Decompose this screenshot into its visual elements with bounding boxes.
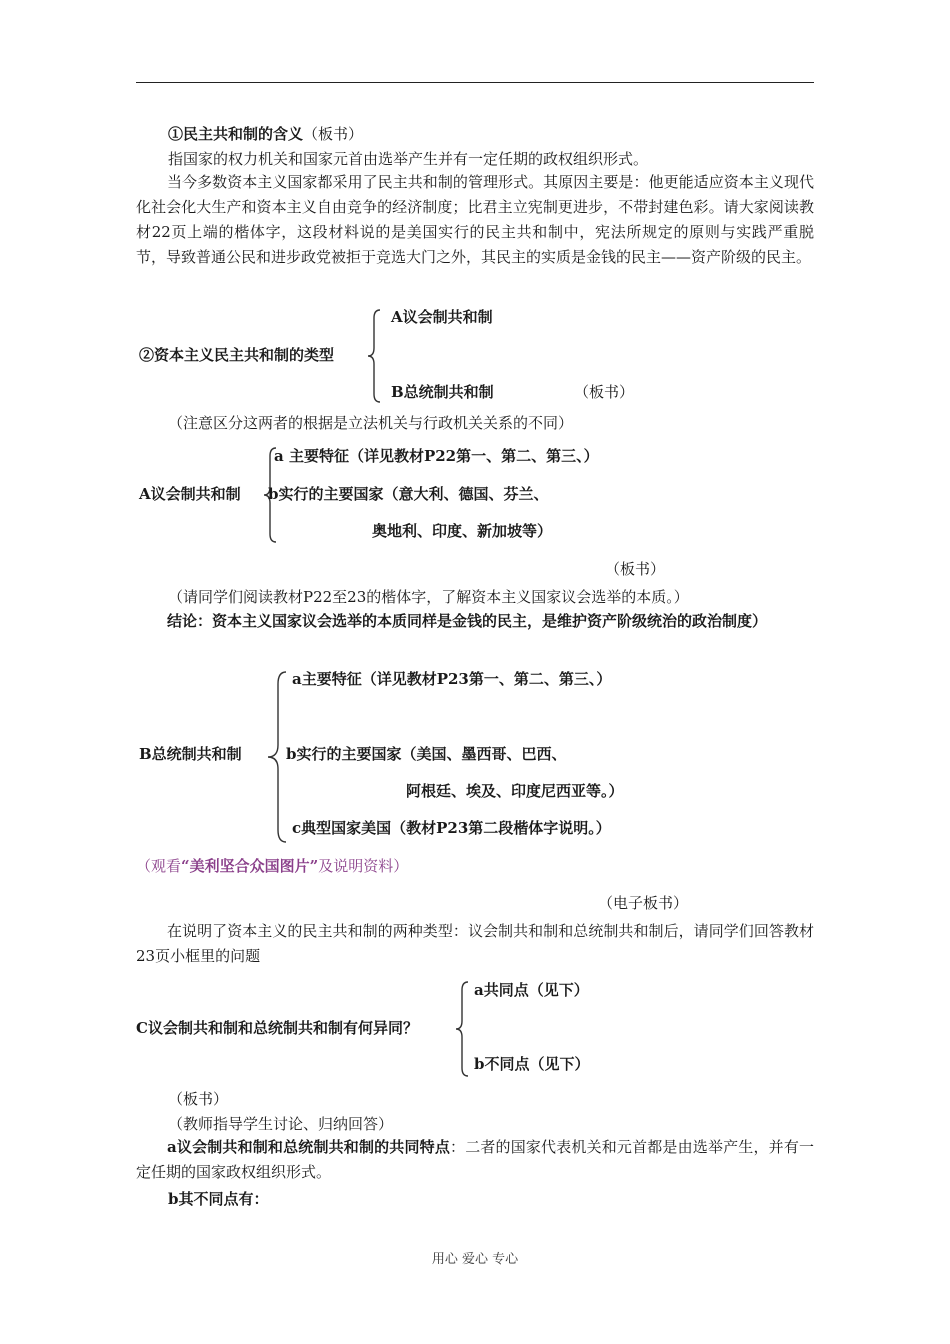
- s3-reading: （请同学们阅读教材P22至23的楷体字，了解资本主义国家议会选举的本质。）: [168, 588, 689, 606]
- s1-heading-line: [168, 124, 363, 144]
- s5-common: [136, 1135, 814, 1185]
- s3-root: A议会制共和制: [139, 485, 241, 503]
- s1-paragraph: 当今多数资本主义国家都采用了民主共和制的管理形式。其原因主要是：他更能适应资本主义现代化社会化大生产和资本主义自由竞争的经济制度；比君主立宪制更进步，不带封建色彩。请大家阅读教材22页上端的楷体字，这段材料说的是美国实行的民主共和制中，宪法所规定的原则与实践严重脱 节，导致普通公民和进步政党被拒于竞选大门之外，其民主的实质是金钱的民主——资产阶级的民主。: [136, 173, 814, 266]
- s1-heading-note: （板书）: [303, 125, 364, 143]
- s4-paragraph: 在说明了资本主义的民主共和制的两种类型：议会制共和制和总统制共和制后，请同学们回答教材23页小框里的问题: [136, 922, 814, 965]
- s3-conclusion: 结论：资本主义国家议会选举的本质同样是金钱的民主，是维护资产阶级统治的政治制度）: [167, 612, 768, 630]
- header-rule: [136, 82, 814, 83]
- s4-watch-close: 及说明资料）: [318, 857, 409, 875]
- s4-watch-line: [136, 856, 408, 876]
- s3-branch-a: a 主要特征（详见教材P22第一、第二、第三、）: [274, 447, 599, 465]
- s4-branch-a: a主要特征（详见教材P23第一、第二、第三、）: [292, 670, 612, 688]
- s2-branch-a: A议会制共和制: [391, 308, 493, 326]
- s4-watch-title: “美利坚合众国图片”: [181, 857, 319, 875]
- s3-note: （板书）: [605, 560, 666, 578]
- s3-branch-b2: 奥地利、印度、新加坡等）: [372, 522, 553, 540]
- s2-remark: （注意区分这两者的根据是立法机关与行政机关关系的不同）: [168, 414, 574, 432]
- s3-branch-b1: b实行的主要国家（意大利、德国、芬兰、: [268, 485, 549, 503]
- s2-root: ②资本主义民主共和制的类型: [139, 346, 335, 364]
- s4-branch-b1: b实行的主要国家（美国、墨西哥、巴西、: [286, 745, 567, 763]
- s1-definition: 指国家的权力机关和国家元首由选举产生并有一定任期的政权组织形式。: [168, 150, 649, 168]
- s5-common-label: a议会制共和制和总统制共和制的共同特点: [167, 1138, 451, 1156]
- s2-brace: [368, 310, 382, 402]
- s1-heading: ①民主共和制的含义: [168, 125, 304, 143]
- s4-watch-open: （观看: [136, 857, 182, 875]
- s5-branch-a: a共同点（见下）: [474, 981, 589, 999]
- s4-root: B总统制共和制: [139, 745, 242, 763]
- s5-common-text: ：二者的国家代表机关和元首都是由选举产生，并有一定任期的国家政权组织形式。: [136, 1138, 814, 1181]
- s5-brace: [456, 982, 470, 1076]
- s2-branch-b: B总统制共和制: [391, 383, 494, 401]
- s5-note: （板书）: [168, 1090, 229, 1108]
- s4-branch-c: c典型国家美国（教材P23第二段楷体字说明。）: [292, 819, 611, 837]
- s5-diff-label: b其不同点有：: [168, 1190, 269, 1208]
- s5-branch-b: b不同点（见下）: [474, 1055, 590, 1073]
- page-footer: 用心 爱心 专心: [431, 1252, 519, 1267]
- s4-note: （电子板书）: [598, 894, 689, 912]
- s4-branch-b2: 阿根廷、埃及、印度尼西亚等。）: [406, 782, 624, 800]
- s4-brace: [266, 672, 288, 842]
- s5-root: C议会制共和制和总统制共和制有何异同？: [136, 1019, 418, 1037]
- s2-note: （板书）: [574, 383, 635, 401]
- s5-guide: （教师指导学生讨论、归纳回答）: [168, 1115, 394, 1133]
